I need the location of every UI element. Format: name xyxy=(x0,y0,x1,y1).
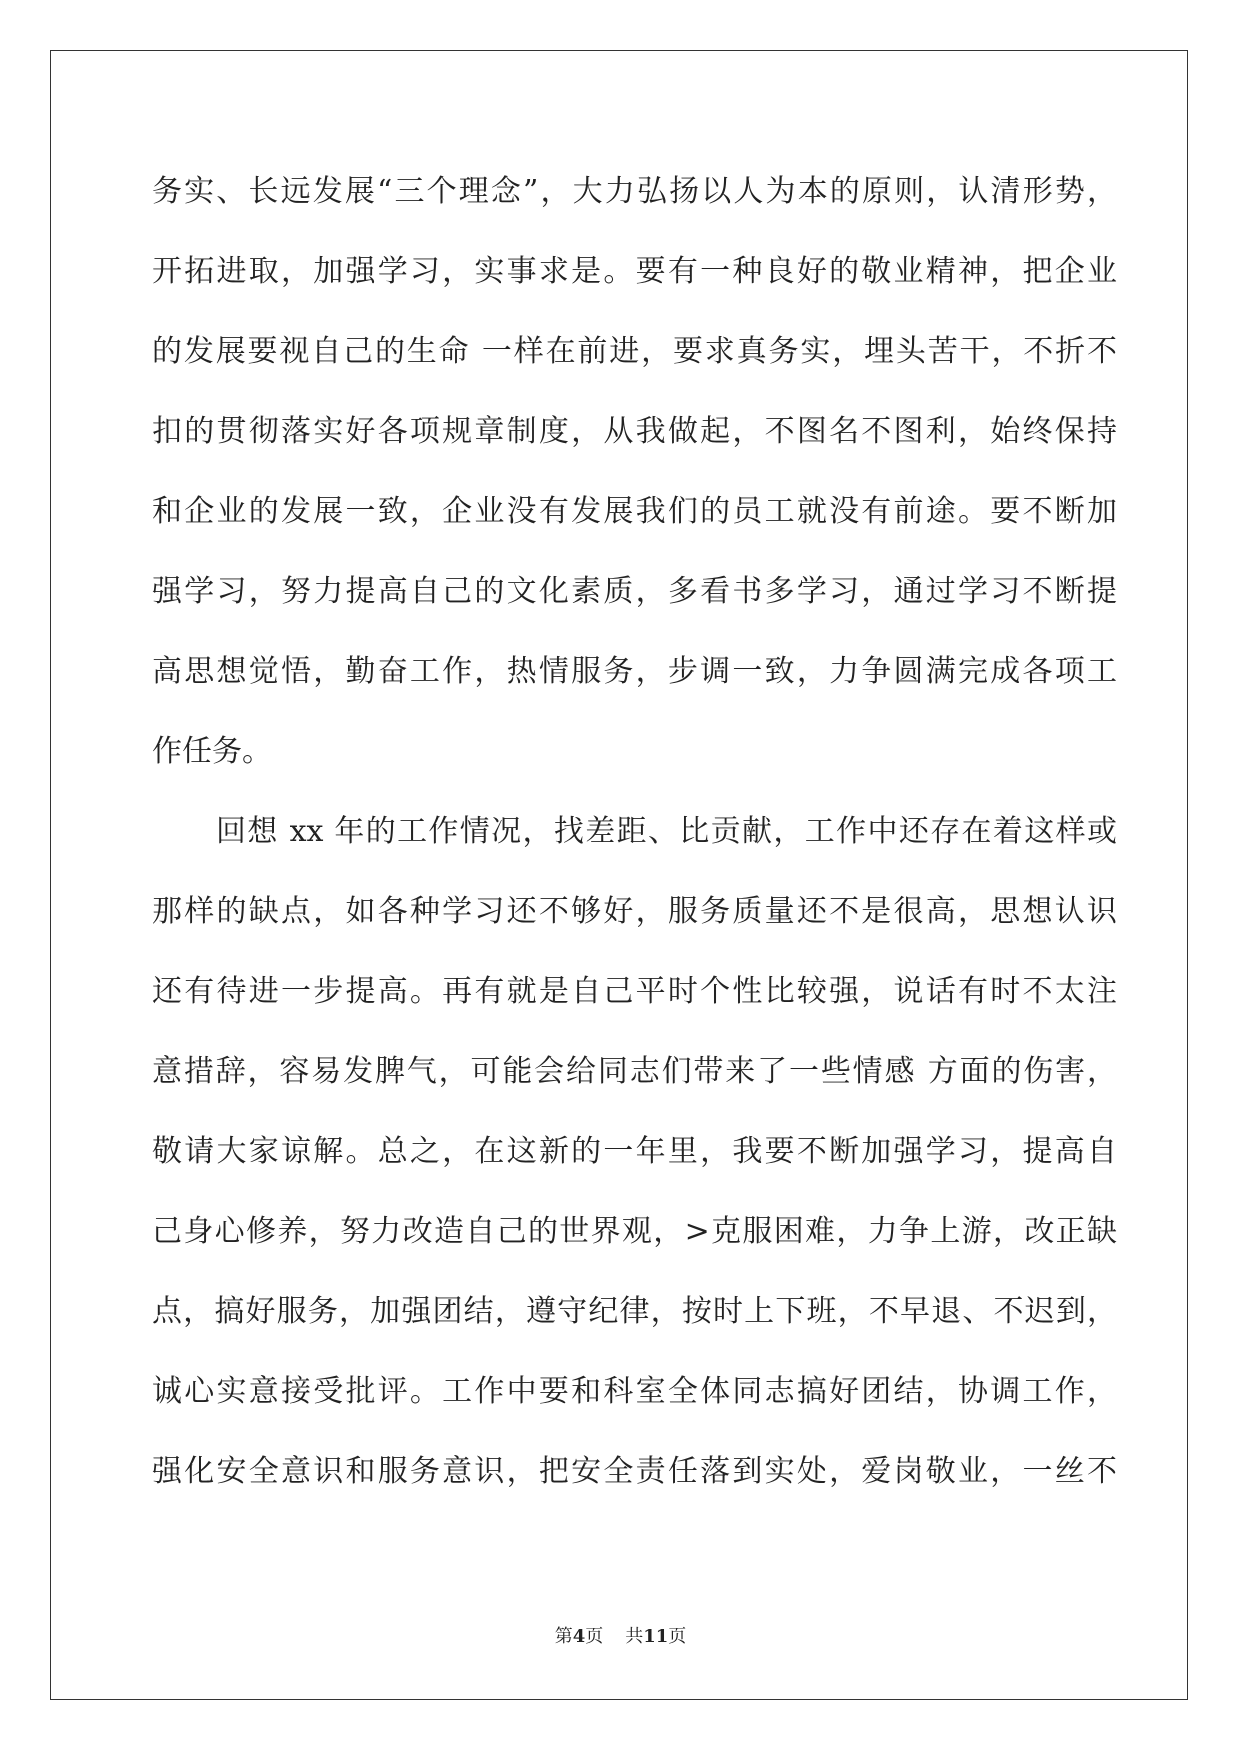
footer-page-suffix: 页 xyxy=(585,1626,604,1647)
footer-total-prefix: 共 xyxy=(625,1626,644,1647)
text-line: 和企业的发展一致，企业没有发展我们的员工就没有前途。要不断加 xyxy=(152,494,1117,529)
text-line: 扣的贯彻落实好各项规章制度，从我做起，不图名不图利，始终保持 xyxy=(152,414,1117,449)
text-line: 作任务。 xyxy=(152,734,272,769)
text-line: 强学习，努力提高自己的文化素质，多看书多学习，通过学习不断提 xyxy=(152,574,1117,609)
current-page-number: 4 xyxy=(572,1626,586,1647)
text-line: 敬请大家谅解。总之，在这新的一年里，我要不断加强学习，提高自 xyxy=(152,1134,1117,1169)
text-line: 点，搞好服务，加强团结，遵守纪律，按时上下班，不早退、不迟到， xyxy=(152,1294,1117,1329)
text-line: 务实、长远发展“三个理念”，大力弘扬以人为本的原则，认清形势， xyxy=(152,174,1117,209)
text-line: 回想 xx 年的工作情况，找差距、比贡献，工作中还存在着这样或 xyxy=(216,814,1117,849)
text-line: 诚心实意接受批评。工作中要和科室全体同志搞好团结，协调工作， xyxy=(152,1374,1117,1409)
text-line: 高思想觉悟，勤奋工作，热情服务，步调一致，力争圆满完成各项工 xyxy=(152,654,1117,689)
text-line: 还有待进一步提高。再有就是自己平时个性比较强，说话有时不太注 xyxy=(152,974,1117,1009)
text-line: 意措辞，容易发脾气，可能会给同志们带来了一些情感 方面的伤害， xyxy=(152,1054,1117,1089)
total-pages-number: 11 xyxy=(643,1626,669,1647)
text-line: 的发展要视自己的生命 一样在前进，要求真务实，埋头苦干，不折不 xyxy=(152,334,1117,369)
text-line: 那样的缺点，如各种学习还不够好，服务质量还不是很高，思想认识 xyxy=(152,894,1117,929)
text-line: 开拓进取，加强学习，实事求是。要有一种良好的敬业精神，把企业 xyxy=(152,254,1117,289)
footer-prefix: 第 xyxy=(554,1626,573,1647)
text-line: 己身心修养，努力改造自己的世界观，>克服困难，力争上游，改正缺 xyxy=(152,1214,1117,1249)
page-footer xyxy=(0,1622,1241,1648)
footer-total-suffix: 页 xyxy=(668,1626,687,1647)
document-body xyxy=(152,172,1117,1532)
text-line: 强化安全意识和服务意识，把安全责任落到实处，爱岗敬业，一丝不 xyxy=(152,1454,1117,1489)
